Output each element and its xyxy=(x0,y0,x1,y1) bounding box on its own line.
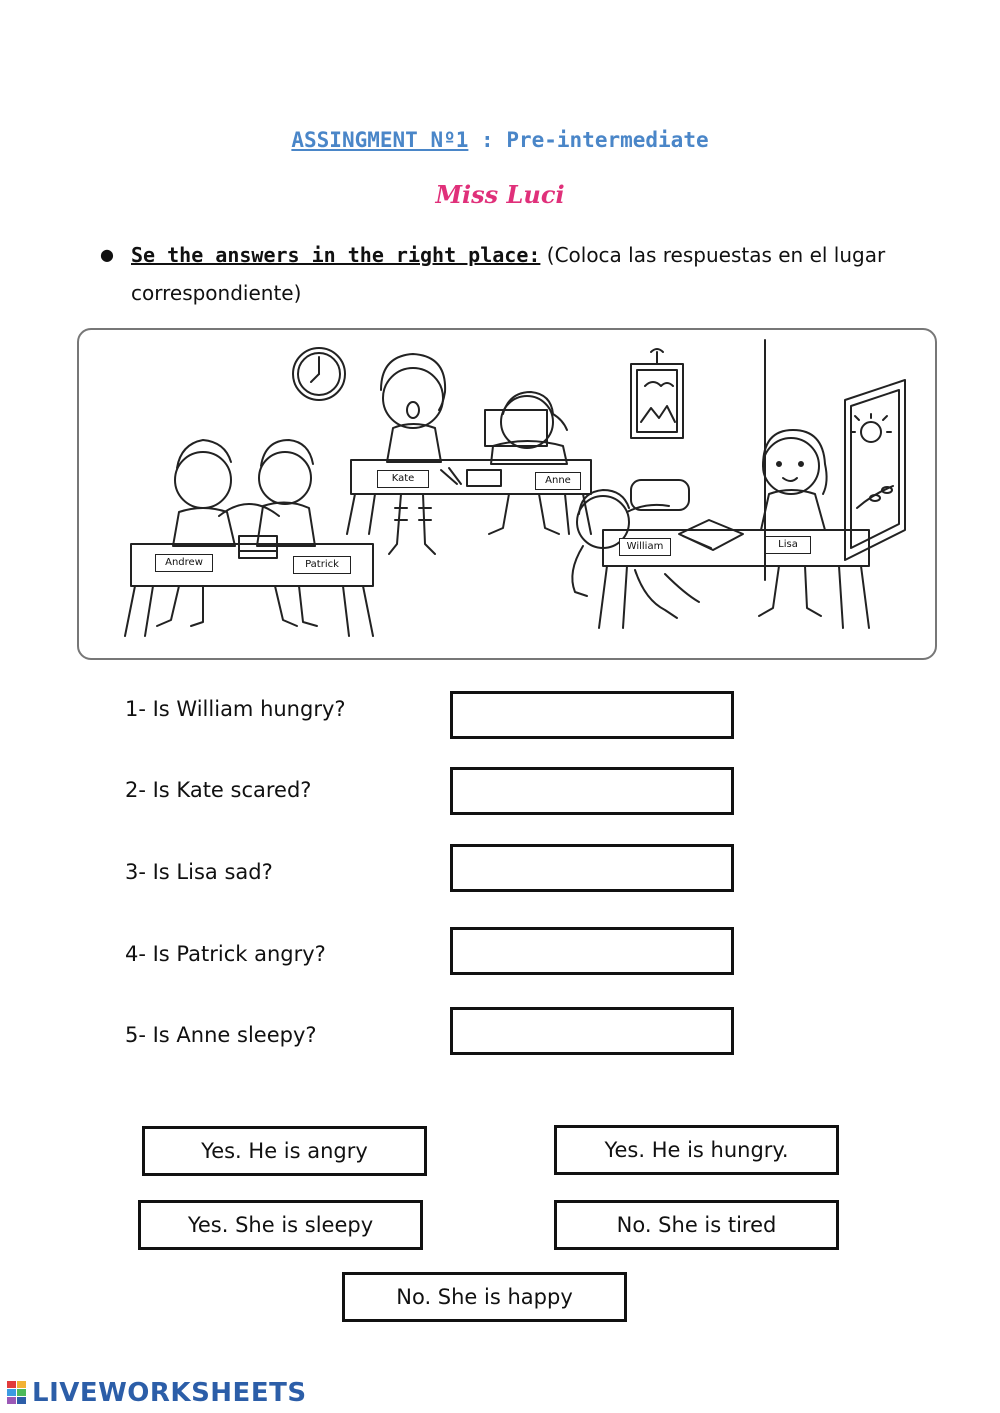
worksheet-title xyxy=(0,128,1000,152)
name-tag-anne-label: Anne xyxy=(545,475,571,486)
kids-andrew-patrick xyxy=(157,440,317,626)
classroom-illustration xyxy=(77,328,937,660)
option-yes-he-is-hungry[interactable] xyxy=(554,1125,839,1175)
answer-box-4[interactable] xyxy=(450,927,734,975)
name-tag-kate-label: Kate xyxy=(391,473,415,484)
name-tag-william xyxy=(619,538,671,556)
name-tag-patrick-label: Patrick xyxy=(305,559,339,570)
title-assignment: ASSINGMENT Nº1 xyxy=(291,128,469,152)
question-1: 1- Is William hungry? xyxy=(125,697,346,721)
option-label: No. She is tired xyxy=(616,1213,777,1237)
answer-box-3[interactable] xyxy=(450,844,734,892)
option-no-she-is-happy[interactable] xyxy=(342,1272,627,1322)
name-tag-anne xyxy=(535,472,581,490)
name-tag-andrew-label: Andrew xyxy=(165,557,203,568)
instruction-translation: (Coloca las respuestas en el lugar correspondiente) xyxy=(131,243,886,305)
answer-box-5[interactable] xyxy=(450,1007,734,1055)
classroom-drawing xyxy=(79,330,935,658)
option-label: No. She is happy xyxy=(396,1285,573,1309)
question-2: 2- Is Kate scared? xyxy=(125,778,312,802)
kid-anne xyxy=(485,392,567,534)
option-yes-she-is-sleepy[interactable] xyxy=(138,1200,423,1250)
liveworksheets-logo[interactable] xyxy=(6,1378,307,1408)
name-tag-patrick xyxy=(293,556,351,574)
name-tag-william-label: William xyxy=(626,541,664,552)
kid-lisa xyxy=(759,430,827,616)
logo-text: LIVEWORKSHEETS xyxy=(32,1378,307,1408)
clock-icon xyxy=(293,348,345,400)
kid-kate xyxy=(381,354,445,554)
window-icon xyxy=(845,380,905,560)
question-4: 4- Is Patrick angry? xyxy=(125,942,326,966)
bullet-icon: ● xyxy=(100,245,114,264)
option-label: Yes. He is angry xyxy=(201,1139,368,1163)
answer-box-1[interactable] xyxy=(450,691,734,739)
name-tag-lisa-label: Lisa xyxy=(778,539,798,550)
name-tag-lisa xyxy=(765,536,811,554)
question-3: 3- Is Lisa sad? xyxy=(125,860,273,884)
name-tag-kate xyxy=(377,470,429,488)
wall-picture-icon xyxy=(631,349,683,438)
instruction xyxy=(100,236,920,312)
name-tag-andrew xyxy=(155,554,213,572)
answer-box-2[interactable] xyxy=(450,767,734,815)
option-no-she-is-tired[interactable] xyxy=(554,1200,839,1250)
instruction-lead: Se the answers in the right place: xyxy=(131,243,541,267)
question-5: 5- Is Anne sleepy? xyxy=(125,1023,317,1047)
teacher-name: Miss Luci xyxy=(435,180,565,209)
option-label: Yes. He is hungry. xyxy=(604,1138,789,1162)
option-yes-he-is-angry[interactable] xyxy=(142,1126,427,1176)
title-level: : Pre-intermediate xyxy=(468,128,709,152)
logo-mark-icon xyxy=(6,1379,28,1407)
option-label: Yes. She is sleepy xyxy=(187,1213,374,1237)
